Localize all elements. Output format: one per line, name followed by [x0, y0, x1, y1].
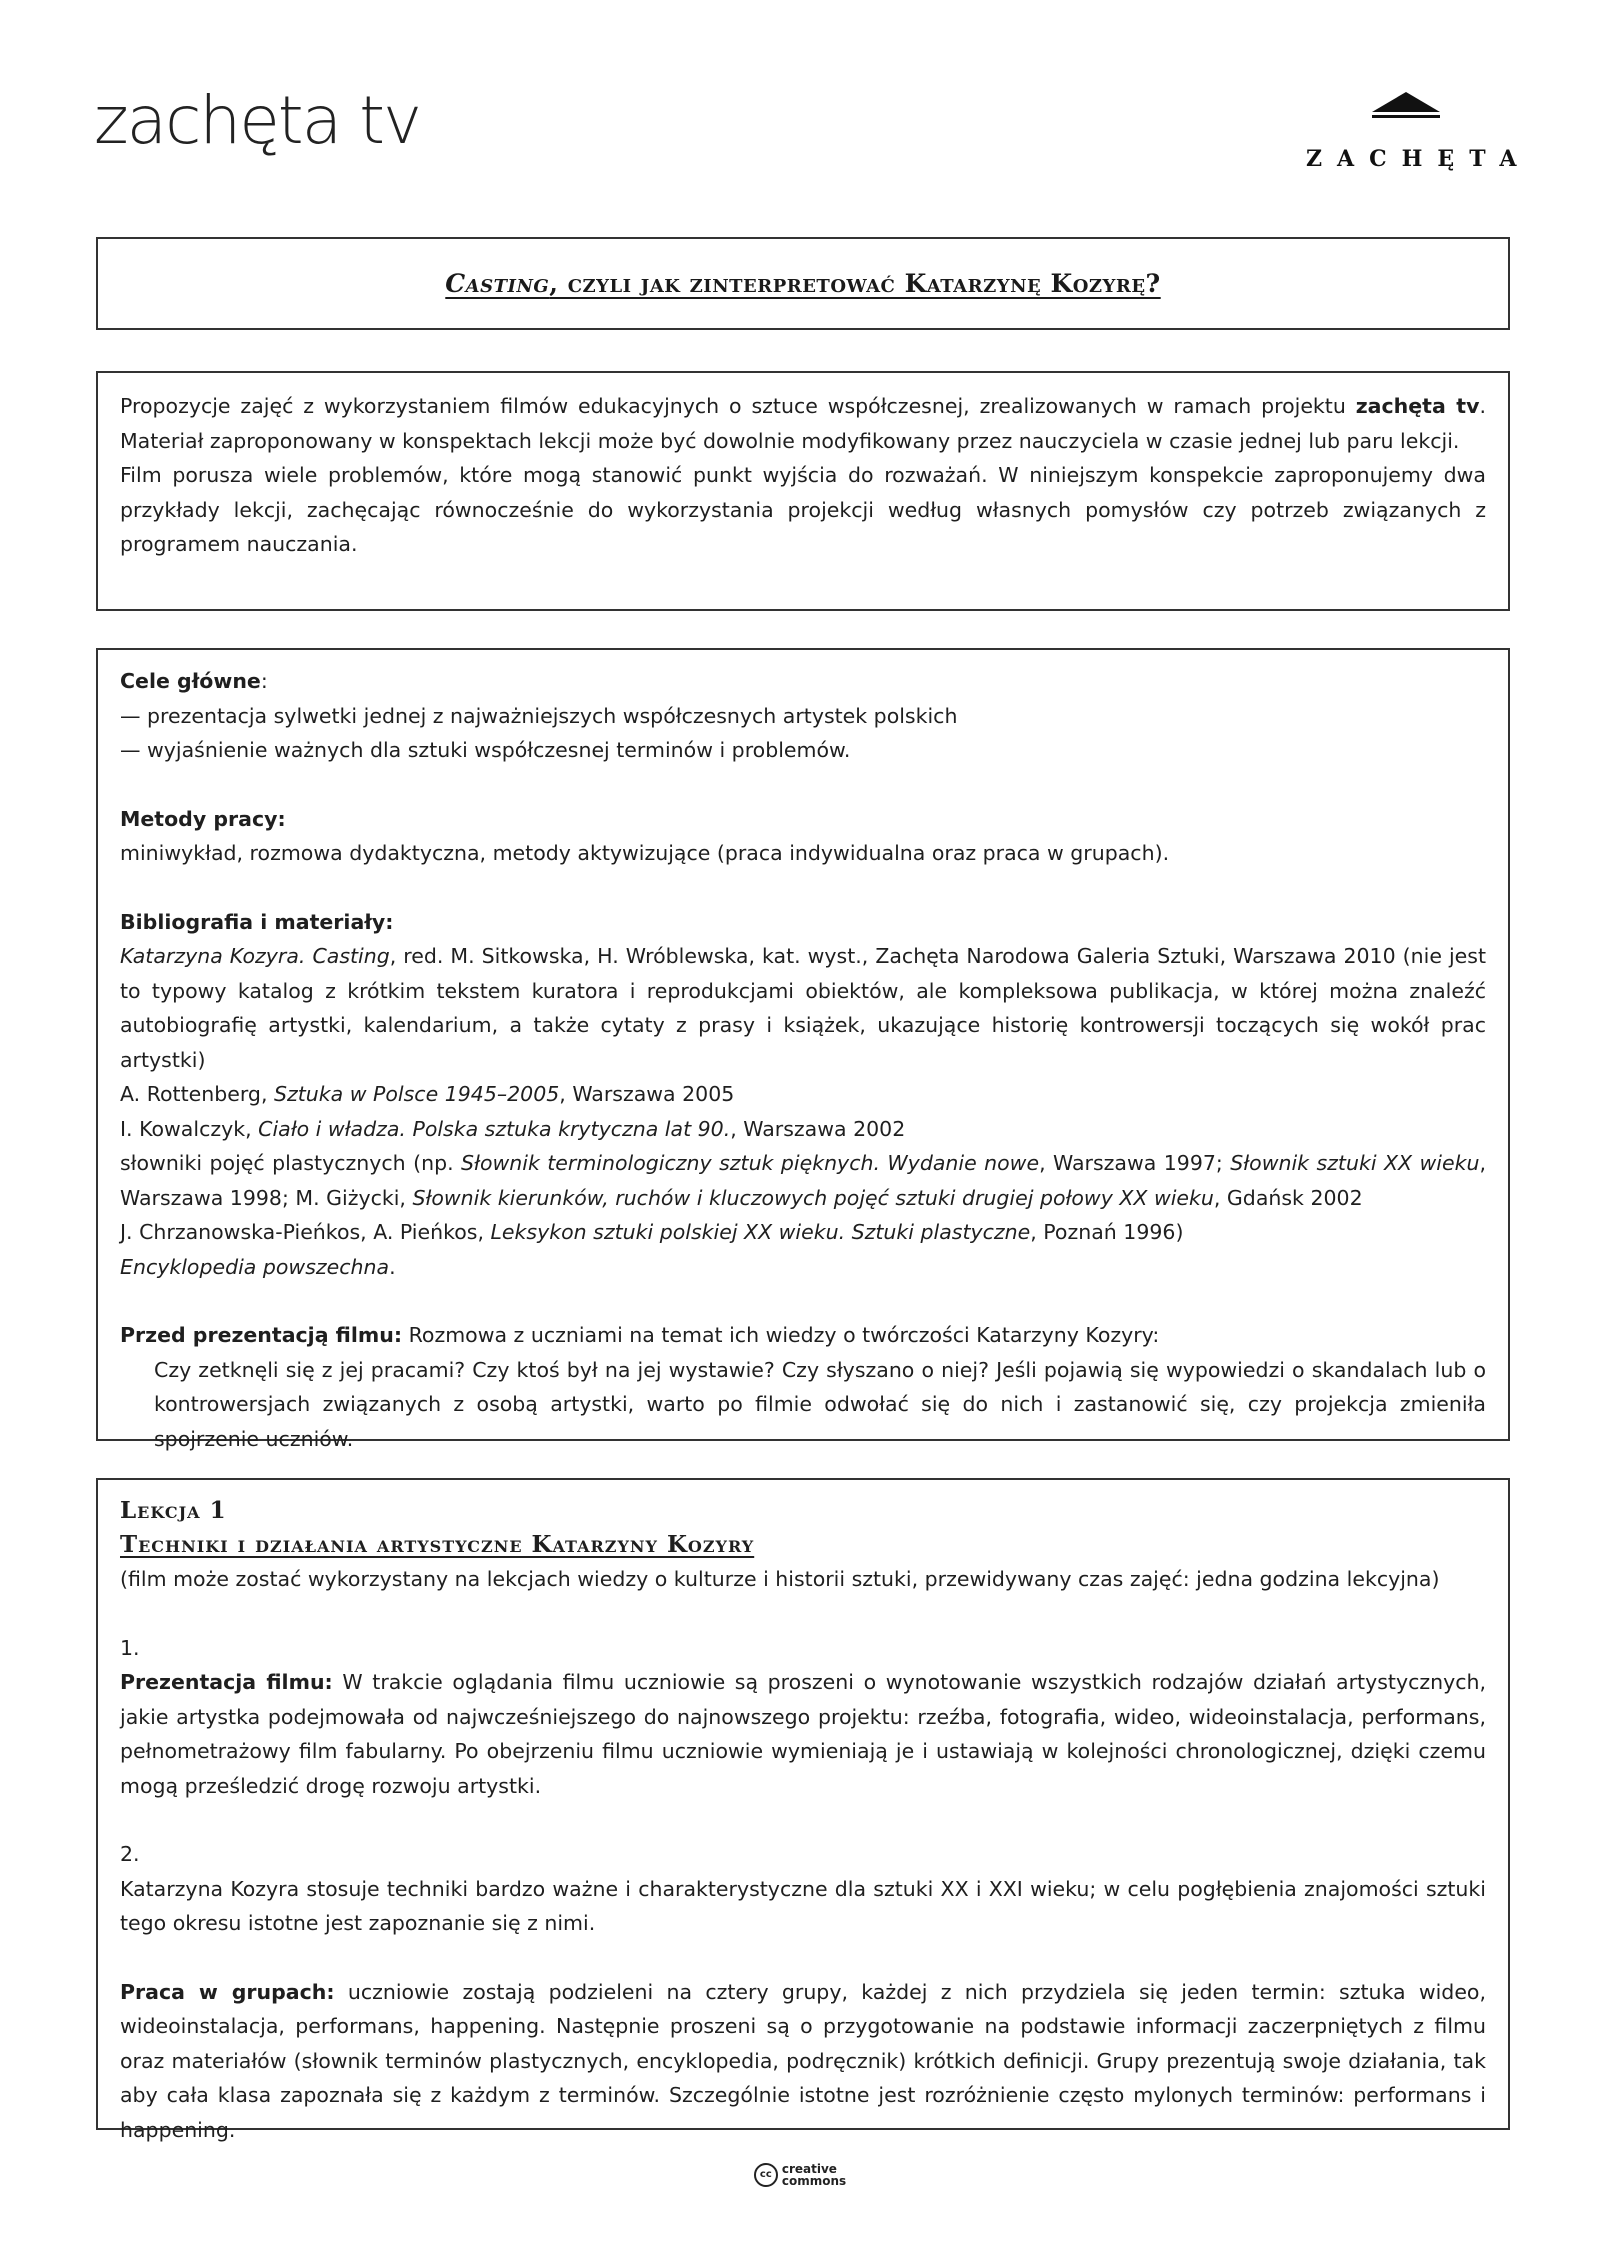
before-screening: Przed prezentacją filmu: Rozmowa z uczniami na temat ich wiedzy o twórczości Katarzyny Kozyry:	[120, 1323, 1160, 1347]
step-number: 2.	[120, 1842, 140, 1866]
title-rest: , czyli jak zinterpretować Katarzynę Kozyrę?	[549, 269, 1161, 298]
creative-commons-footer: cc creative commons	[0, 2163, 1600, 2187]
lesson-note: (film może zostać wykorzystany na lekcjach wiedzy o kulturze i historii sztuki, przewidywany czas zajęć: jedna godzina lekcyjna)	[120, 1567, 1440, 1591]
intro-paragraph-1: Propozycje zajęć z wykorzystaniem filmów edukacyjnych o sztuce współczesnej, zrealizowanych w ramach projektu zachęta tv. Materiał zaproponowany w konspektach lekcji może być dowolnie modyfikowany przez nauczyciela w czasie jednej lub paru lekcji.	[120, 394, 1486, 453]
bibliography-entry: I. Kowalczyk, Ciało i władza. Polska sztuka krytyczna lat 90., Warszawa 2002	[120, 1116, 906, 1141]
lesson-1-box	[96, 1478, 1510, 2142]
title-box	[96, 237, 1510, 330]
step-number: 1.	[120, 1635, 140, 1660]
group-work: Praca w grupach: uczniowie zostają podzieleni na cztery grupy, każdej z nich przydziela się jeden termin: sztuka wideo, wideoinstalacja, performans, happening. Następnie proszeni są o przygotowanie na podstawie informacji zaczerpniętych z filmu oraz materiałów (słownik terminów plastycznych, encyklopedia, podręcznik) krótkich definicji. Grupy prezentują swoje działania, tak aby cała klasa zapoznała się z każdym z terminów. Szczególnie istotne jest rozróżnienie często mylonych terminów: performans i happening.	[120, 1979, 1486, 2142]
title-italic: Casting	[445, 269, 550, 298]
logo-text: ZACHĘTA	[1306, 146, 1532, 172]
goal-item: — wyjaśnienie ważnych dla sztuki współczesnej terminów i problemów.	[120, 738, 851, 762]
brand-wordmark: zachęta tv	[94, 82, 421, 159]
lesson-title: Techniki i działania artystyczne Katarzyny Kozyry	[120, 1531, 755, 1558]
step-1-text: Prezentacja filmu: W trakcie oglądania filmu uczniowie są proszeni o wynotowanie wszystkich rodzajów działań artystycznych, jakie artystka podejmowała od najwcześniejszego do najnowszego projektu: rzeźba, fotografia, wideo, wideoinstalacja, performans, pełnometrażowy film fabularny. Po obejrzeniu filmu uczniowie wymieniają je i ustawiają w kolejności chronologicznej, dzięki czemu mogą prześledzić drogę rozwoju artystki.	[120, 1670, 1487, 1798]
goals-heading: Cele główne:	[120, 669, 268, 693]
page-title	[445, 269, 1160, 298]
bibliography-entry: A. Rottenberg, Sztuka w Polsce 1945–2005, Warszawa 2005	[120, 1082, 735, 1106]
bibliography-entry: J. Chrzanowska-Pieńkos, A. Pieńkos, Leksykon sztuki polskiej XX wieku. Sztuki plastyczne, Poznań 1996)	[120, 1220, 1184, 1244]
bibliography-entry: słowniki pojęć plastycznych (np. Słownik terminologiczny sztuk pięknych. Wydanie nowe, Warszawa 1997; Słownik sztuki XX wieku, Warszawa 1998; M. Giżycki, Słownik kierunków, ruchów i kluczowych pojęć sztuki drugiej połowy XX wieku, Gdańsk 2002	[120, 1151, 1486, 1210]
lesson-plan-box	[96, 648, 1510, 1451]
bibliography-heading: Bibliografia i materiały:	[120, 909, 394, 934]
bibliography-entry: Encyklopedia powszechna.	[120, 1254, 396, 1279]
intro-paragraph-2: Film porusza wiele problemów, które mogą stanowić punkt wyjścia do rozważań. W niniejszym konspekcie zaproponujemy dwa przykłady lekcji, zachęcając równocześnie do wykorzystania projekcji według własnych pomysłów czy potrzeb związanych z programem nauczania.	[120, 463, 1486, 556]
methods-heading: Metody pracy:	[120, 806, 286, 831]
bibliography-entry: Katarzyna Kozyra. Casting, red. M. Sitkowska, H. Wróblewska, kat. wyst., Zachęta Narodowa Galeria Sztuki, Warszawa 2010 (nie jest to typowy katalog z krótkim tekstem kuratora i reprodukcjami obiektów, ale kompleksowa publikacja, w której można znaleźć autobiografię artystki, kalendarium, a także cytaty z prasy i książek, ukazujące historię kontrowersji toczących się wokół prac artystki)	[120, 944, 1486, 1072]
cc-icon: cc	[754, 2163, 778, 2187]
zacheta-logo	[1306, 92, 1532, 178]
intro-box	[96, 371, 1510, 611]
methods-text: miniwykład, rozmowa dydaktyczna, metody aktywizujące (praca indywidualna oraz praca w grupach).	[120, 841, 1170, 865]
goal-item: — prezentacja sylwetki jednej z najważniejszych współczesnych artystek polskich	[120, 703, 958, 728]
lesson-number: Lekcja 1	[120, 1497, 227, 1524]
roof-icon	[1372, 92, 1440, 136]
before-questions: Czy zetknęli się z jej pracami? Czy ktoś był na jej wystawie? Czy słyszano o niej? Jeśli pojawią się wypowiedzi o skandalach lub o kontrowersjach związanych z osobą artystki, warto po filmie odwołać się do nich i zastanowić się, czy projekcja zmieniła spojrzenie uczniów.	[154, 1357, 1486, 1451]
step-2-text: Katarzyna Kozyra stosuje techniki bardzo ważne i charakterystyczne dla sztuki XX i XXI wieku; w celu pogłębienia znajomości sztuki tego okresu istotne jest zapoznanie się z nimi.	[120, 1876, 1486, 1935]
